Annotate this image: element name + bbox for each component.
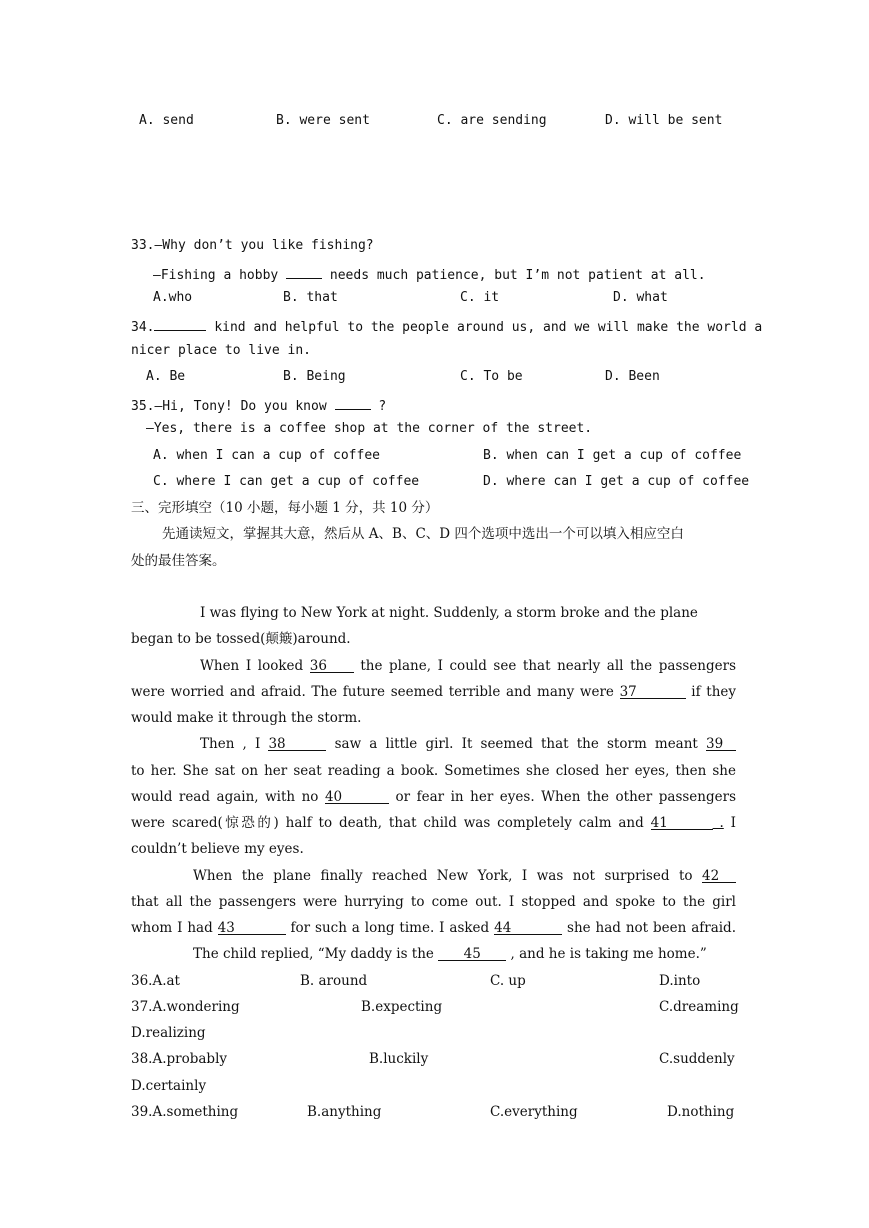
- q34-option-d: D. Been: [605, 369, 660, 384]
- q37-option-c: C.dreaming: [659, 999, 739, 1015]
- q34-blank: [154, 315, 206, 331]
- blank-36: 36: [310, 657, 354, 673]
- q33-blank: [286, 263, 322, 279]
- q34-option-b: B. Being: [283, 369, 346, 384]
- q35-option-d: D. where can I get a cup of coffee: [483, 474, 750, 489]
- q35-blank: [335, 394, 371, 410]
- passage-text: saw a little girl. It seemed that the storm meant: [334, 736, 698, 752]
- passage-p4-line1: [193, 867, 736, 885]
- passage-text: or fear in her eyes. When the other passengers: [395, 789, 737, 805]
- passage-text: When the plane finally reached New York, I was not surprised to: [193, 868, 693, 884]
- q38-option-b: B.luckily: [369, 1051, 429, 1067]
- passage-p5: [193, 945, 707, 963]
- passage-text: .: [712, 815, 724, 831]
- passage-text: she had not been afraid.: [567, 920, 736, 936]
- passage-text: The child replied, “My daddy is the: [193, 946, 434, 962]
- q35-answer: —Yes, there is a coffee shop at the corner of the street.: [146, 421, 593, 436]
- q35-question: [131, 394, 386, 416]
- q39-option-c: C.everything: [490, 1104, 578, 1120]
- q33-option-b: B. that: [283, 290, 338, 305]
- q33-question: 33.—Why don’t you like fishing?: [131, 238, 374, 253]
- q35-question-pre: 35.—Hi, Tony! Do you know: [131, 399, 327, 414]
- q35-option-b: B. when can I get a cup of coffee: [483, 448, 742, 463]
- q32-option-d: D. will be sent: [605, 113, 723, 128]
- passage-p1-line2: began to be tossed(颠簸)around.: [131, 631, 351, 647]
- q34-question-cont: nicer place to live in.: [131, 343, 312, 358]
- q33-option-c: C. it: [460, 290, 500, 305]
- blank-38: 38: [268, 735, 326, 751]
- q37-option-a: 37.A.wondering: [131, 999, 240, 1015]
- passage-text: were worried and afraid. The future seemed terrible and many were: [131, 684, 614, 700]
- q35-question-post: ?: [378, 399, 387, 414]
- q33-answer-line: [153, 263, 706, 285]
- passage-p3-line3: [131, 788, 736, 806]
- section-heading: 三、完形填空（10 小题，每小题 1 分，共 10 分）: [131, 500, 439, 516]
- q34-question: [131, 315, 762, 337]
- q36-option-d: D.into: [659, 973, 701, 989]
- q34-option-c: C. To be: [460, 369, 523, 384]
- passage-text: would read again, with no: [131, 789, 319, 805]
- q34-option-a: A. Be: [146, 369, 186, 384]
- q33-answer-post: needs much patience, but I’m not patient at all.: [329, 268, 706, 283]
- passage-p4-line2: that all the passengers were hurrying to come out. I stopped and spoke to the girl: [131, 894, 736, 910]
- q32-option-c: C. are sending: [437, 113, 547, 128]
- q36-option-b: B. around: [300, 973, 368, 989]
- passage-p3-line5: couldn’t believe my eyes.: [131, 841, 304, 857]
- passage-text: whom I had: [131, 920, 213, 936]
- blank-37: 37: [620, 683, 686, 699]
- passage-p1-line1: I was flying to New York at night. Suddenly, a storm broke and the plane: [200, 605, 698, 621]
- q33-option-d: D. what: [613, 290, 668, 305]
- passage-text: , and he is taking me home.”: [510, 946, 707, 962]
- blank-42: 42: [702, 867, 736, 883]
- q34-question-text: kind and helpful to the people around us, and we will make the world a: [214, 320, 763, 335]
- passage-p3-line4: [131, 814, 736, 832]
- q39-option-a: 39.A.something: [131, 1104, 239, 1120]
- blank-43: 43: [218, 919, 286, 935]
- blank-40: 40: [325, 788, 389, 804]
- q32-option-b: B. were sent: [276, 113, 370, 128]
- passage-text: Then , I: [200, 736, 261, 752]
- q34-number: 34.: [131, 320, 155, 335]
- passage-text: were scared(惊恐的) half to death, that child was completely calm and: [131, 815, 644, 831]
- q36-option-c: C. up: [490, 973, 526, 989]
- q38-option-d: D.certainly: [131, 1078, 207, 1094]
- passage-p2-line2: [131, 683, 736, 701]
- passage-text: I: [730, 815, 736, 831]
- q33-answer-pre: —Fishing a hobby: [153, 268, 279, 283]
- passage-text: the plane, I could see that nearly all the passengers: [360, 658, 736, 674]
- q39-option-b: B.anything: [307, 1104, 382, 1120]
- blank-41: 41: [651, 814, 713, 830]
- q38-option-a: 38.A.probably: [131, 1051, 228, 1067]
- blank-44: 44: [494, 919, 562, 935]
- q36-option-a: 36.A.at: [131, 973, 180, 989]
- passage-p2-line3: would make it through the storm.: [131, 710, 362, 726]
- blank-45: 45: [438, 945, 506, 961]
- passage-text: When I looked: [200, 658, 304, 674]
- passage-p3-line2: to her. She sat on her seat reading a book. Sometimes she closed her eyes, then she: [131, 763, 736, 779]
- q37-option-d: D.realizing: [131, 1025, 206, 1041]
- passage-p2-line1: [200, 657, 736, 675]
- q39-option-d: D.nothing: [667, 1104, 735, 1120]
- q35-option-a: A. when I can a cup of coffee: [153, 448, 380, 463]
- passage-text: for such a long time. I asked: [290, 920, 490, 936]
- section-instructions-cont: 处的最佳答案。: [131, 553, 226, 569]
- q37-option-b: B.expecting: [361, 999, 443, 1015]
- q33-option-a: A.who: [153, 290, 193, 305]
- section-instructions: 先通读短文，掌握其大意，然后从 A、B、C、D 四个选项中选出一个可以填入相应空白: [162, 526, 684, 542]
- q35-option-c: C. where I can get a cup of coffee: [153, 474, 420, 489]
- passage-p3-line1: [200, 735, 736, 753]
- passage-text: if they: [691, 684, 737, 700]
- q32-option-a: A. send: [139, 113, 194, 128]
- passage-p4-line3: [131, 919, 736, 937]
- q38-option-c: C.suddenly: [659, 1051, 735, 1067]
- blank-39: 39: [706, 735, 736, 751]
